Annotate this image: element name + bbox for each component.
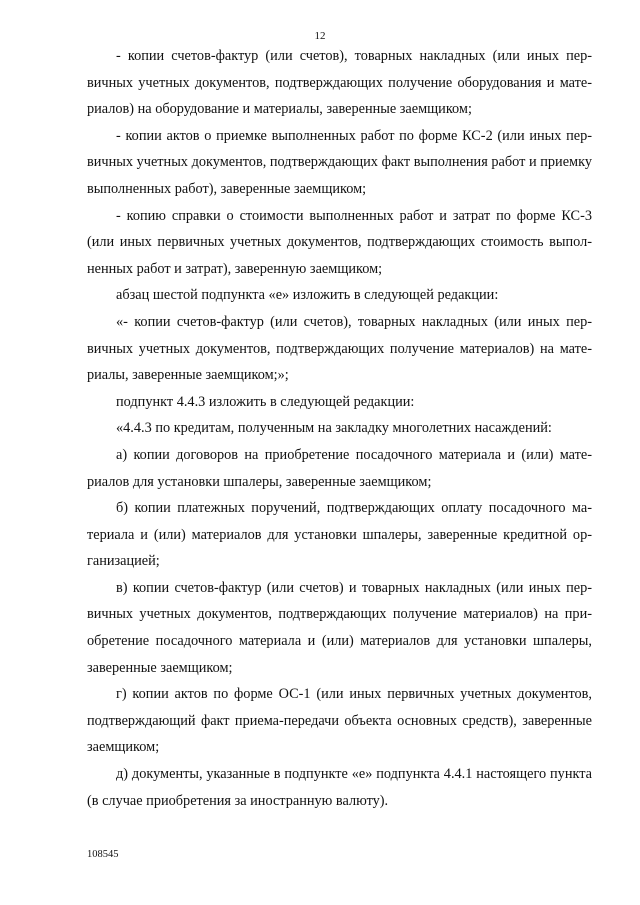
paragraph-acts-ks2: - копии актов о приемке выполненных работ по форме КС-2 (или иных первичных учетных документов, подтверждающих факт выполнения работ и приемку выполненных работ), заверенные заемщиком; [87,127,592,197]
document-code: 108545 [87,849,119,860]
document-body [87,43,592,814]
paragraph-item-b: б) копии платежных поручений, подтверждающих оплату посадочного материала и (или) материалов для установки шпалеры, заверенные кредитной организацией; [87,500,592,570]
paragraph-item-a: а) копии договоров на приобретение посадочного материала и (или) материалов для установки шпалеры, заверенные заемщиком; [87,446,592,490]
paragraph-amendment-443: подпункт 4.4.3 изложить в следующей редакции: [116,393,415,410]
paragraph-new-wording-e: «- копии счетов-фактур (или счетов), товарных накладных (или иных первичных учетных документов, подтверждающих получение материалов) на материалы, заверенные заемщиком;»; [87,313,592,384]
page-number: 12 [314,30,326,42]
paragraph-443-heading: «4.4.3 по кредитам, полученным на закладку многолетних насаждений: [116,420,552,437]
paragraph-certificate-ks3: - копию справки о стоимости выполненных работ и затрат по форме КС-3 (или иных первичных учетных документов, подтверждающих стоимость выполненных работ и затрат), заверенную заемщиком; [87,207,592,277]
paragraph-item-d: д) документы, указанные в подпункте «е» подпункта 4.4.1 настоящего пункта (в случае приобретения за иностранную валюту). [87,766,592,809]
paragraph-invoices: - копии счетов-фактур (или счетов), товарных накладных (или иных первичных учетных документов, подтверждающих получение оборудования и материалов) на оборудование и материалы, заверенные заемщиком; [87,48,592,118]
paragraph-item-v: в) копии счетов-фактур (или счетов) и товарных накладных (или иных первичных учетных документов, подтверждающих получение материалов) на приобретение посадочного материала и (или) материалов для установки шпалеры, заверенные заемщиком; [87,579,592,676]
paragraph-amendment-e: абзац шестой подпункта «е» изложить в следующей редакции: [116,287,499,304]
paragraph-item-g: г) копии актов по форме ОС-1 (или иных первичных учетных документов, подтверждающий факт приема-передачи объекта основных средств), заверенные заемщиком; [87,686,592,756]
